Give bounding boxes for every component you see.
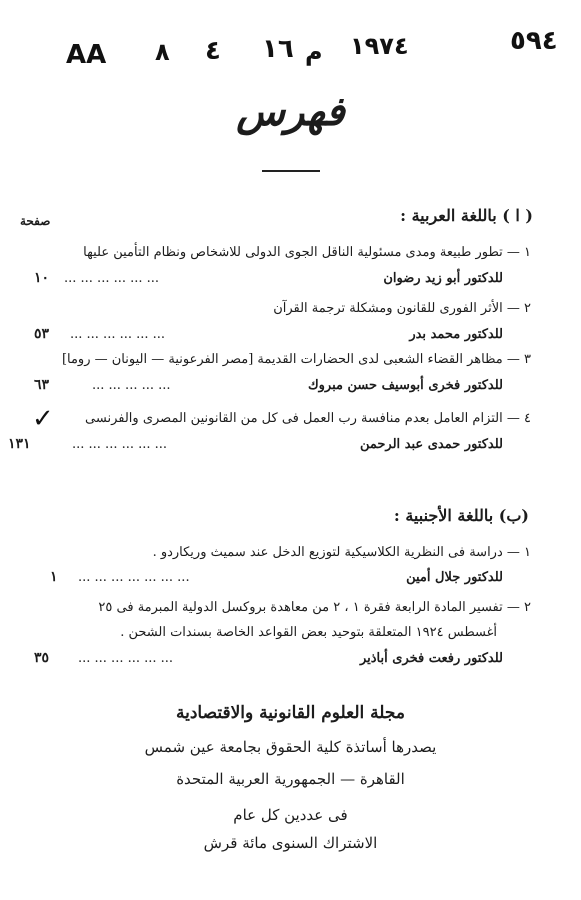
section-b-title: (ب) باللغة الأجنبية : [393,506,529,525]
page-title: فهرس [236,88,345,135]
check-mark-icon: ✓ [32,404,54,434]
entry-a3-author: للدكتور فخرى أبوسيف حسن مبروك [307,378,503,393]
entry-b2-title-continued: أغسطس ١٩٢٤ المتعلقة بتوحيد بعض القواعد الخاصة بسندات الشحن . [120,625,497,640]
handwritten-number-3: ١٦ [262,34,294,64]
page-column-label: صفحة [20,214,51,228]
handwritten-number-1: ٨ [155,38,170,66]
entry-a4-page: ١٣١ [8,436,31,452]
entry-a3-page: ٦٣ [34,377,50,393]
city-line: القاهرة — الجمهورية العربية المتحدة [176,770,405,788]
entry-b1-author: للدكتور جلال أمين [406,570,503,585]
entry-b2-title: ٢ — تفسير المادة الرابعة فقرة ١ ، ٢ من معاهدة بروكسل الدولية المبرمة فى ٢٥ [98,600,531,615]
entry-a1-dots: ... ... ... ... ... ... [64,271,160,286]
publisher-line: يصدرها أساتذة كلية الحقوق بجامعة عين شمس [144,738,437,756]
journal-name: مجلة العلوم القانونية والاقتصادية [175,703,405,723]
entry-a1-title: ١ — تطور طبيعة ومدى مسئولية الناقل الجوى الدولى للاشخاص ونظام التأمين عليها [83,245,531,260]
issues-line: فى عددين كل عام [233,806,348,824]
title-underline [262,170,320,172]
entry-b2-author: للدكتور رفعت فخرى أباذير [359,651,503,666]
entry-b1-page: ١ [50,569,58,585]
handwritten-number-4: م [305,38,323,66]
entry-b2-dots: ... ... ... ... ... ... [78,651,174,666]
subscription-line: الاشتراك السنوى مائة قرش [203,834,378,852]
handwritten-number-2: ٤ [205,36,221,66]
entry-a3-title: ٣ — مظاهر القضاء الشعبى لدى الحضارات القديمة [مصر الفرعونية — اليونان — روما] [61,352,531,367]
entry-a2-author: للدكتور محمد بدر [409,327,503,342]
entry-a2-title: ٢ — الأثر الفورى للقانون ومشكلة ترجمة القرآن [273,301,531,316]
handwritten-code-right: ٥٩٤ [510,26,558,56]
entry-a3-dots: ... ... ... ... ... [92,378,171,393]
entry-b1-dots: ... ... ... ... ... ... ... [78,570,190,585]
entry-b2-page: ٣٥ [34,650,50,666]
handwritten-year: ١٩٧٤ [350,32,409,60]
entry-a4-dots: ... ... ... ... ... ... [72,437,168,452]
entry-a1-page: ١٠ [34,270,50,286]
entry-a4-author: للدكتور حمدى عبد الرحمن [359,437,503,452]
entry-a4-title: ٤ — التزام العامل بعدم منافسة رب العمل فى كل من القانونين المصرى والفرنسى [85,411,531,426]
section-a-title: ( ا ) باللغة العربية : [400,206,533,225]
entry-a2-dots: ... ... ... ... ... ... [70,327,166,342]
entry-a2-page: ٥٣ [34,326,50,342]
handwritten-code-left: AA [66,40,107,70]
entry-a1-author: للدكتور أبو زيد رضوان [383,271,503,286]
entry-b1-title: ١ — دراسة فى النظرية الكلاسيكية لتوزيع الدخل عند سميث وريكاردو . [152,545,531,560]
